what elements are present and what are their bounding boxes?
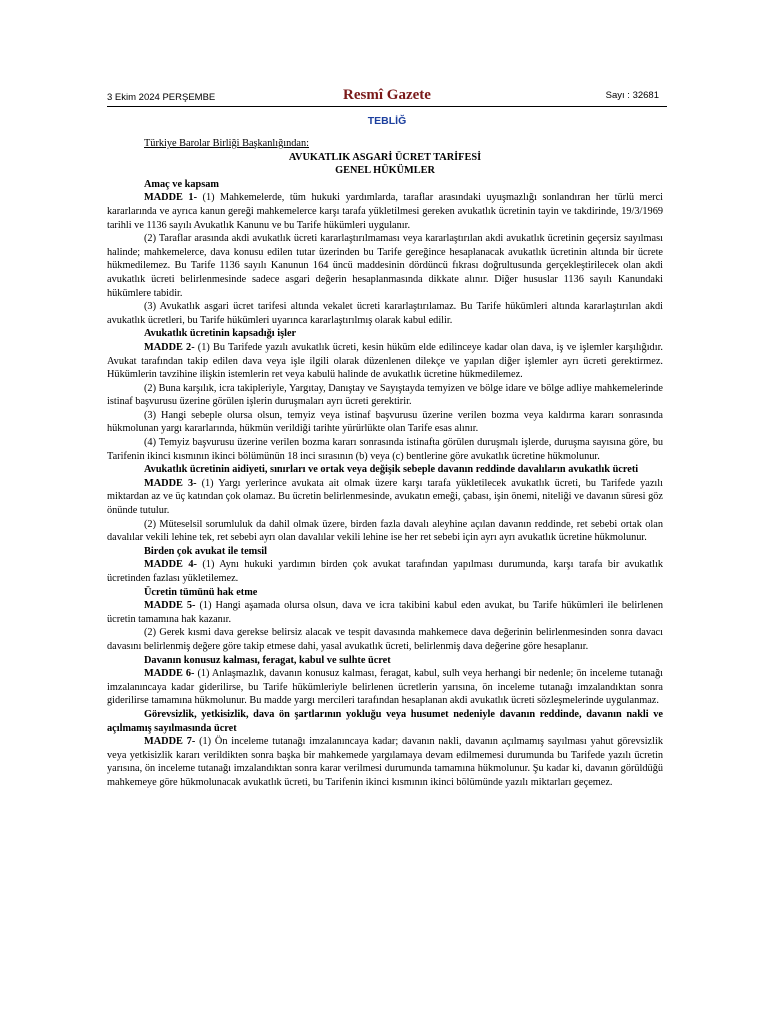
article-paragraph xyxy=(107,667,663,708)
issue-number: Sayı : 32681 xyxy=(605,90,659,101)
article-text: (1) Yargı yerlerince avukata ait olmak üzere karşı tarafa yükletilecek avukatlık ücreti, bu Tarifede yazılı miktardan az ve üç katından çok olamaz. Bu ücretin belirlenmesinde, avukatın emeği, çabası, işin önemi, niteliği ve davanın süresi göz önünde tutulur. xyxy=(107,477,664,517)
sections-container xyxy=(107,178,663,790)
document-body xyxy=(107,137,663,790)
article-label: MADDE 7- xyxy=(144,736,196,748)
section-heading: Amaç ve kapsam xyxy=(144,178,219,190)
article-text: (2) Buna karşılık, icra takipleriyle, Yargıtay, Danıştay ve Sayıştayda temyizen ve bölge idare ve bölge adliye mahkemelerinde istinaf başvurusu üzerine görülen işlerin duruşmaları ayrı ücreti gerektirir. xyxy=(107,382,663,408)
article-subparagraph xyxy=(107,436,663,463)
article-text: (1) Anlaşmazlık, davanın konusuz kalması, feragat, kabul, sulh veya herhangi bir nedenle; ön inceleme tutanağı imzalanıncaya kadar giderilirse, bu Tarife hükümleriyle belirlenen ücretlerin yarısına, ön inceleme tutanağı imzalandıktan sonra giderilirse tamamına hükmolunur. Bu madde yargı mercileri tarafından hesaplanan akdi avukatlık ücreti sözleşmelerinde uygulanmaz. xyxy=(107,668,664,707)
article-paragraph xyxy=(107,191,663,232)
article-text: (1) Bu Tarifede yazılı avukatlık ücreti, kesin hüküm elde edilinceye kadar olan dava, iş ve işlemler karşılığıdır. Avukat tarafından takip edilen dava veya işle ilgili olarak düzenlenen dilekçe ve yapılan diğer işlemler ayrı ücreti gerektirmez. Hükümlerin tavzihine ilişkin istemlerin ret veya kabulü halinde de avukatlık ücretine hükmedilemez. xyxy=(107,341,664,381)
gazette-header xyxy=(107,88,667,106)
article-text: (1) Mahkemelerde, tüm hukuki yardımlarda, taraflar arasındaki uyuşmazlığı sonlandıran her türlü merci kararlarında ve ayrıca kanun gereği mahkemelerce karşı tarafa yükletilmesi gereken avukatlık ücretinin tayin ve takdirinde, 19/3/1969 tarihli ve 1136 sayılı Avukatlık Kanunu ve bu Tarife hükümleri uygulanır. xyxy=(107,192,663,231)
section-heading: Ücretin tümünü hak etme xyxy=(144,586,258,598)
section-heading: Avukatlık ücretinin aidiyeti, sınırları ve ortak veya değişik sebeple davanın reddinde davalıların avukatlık ücreti xyxy=(144,464,639,476)
article-subparagraph xyxy=(107,232,663,300)
article-paragraph xyxy=(107,558,663,585)
article-label: MADDE 1- xyxy=(144,192,197,204)
issue-date: 3 Ekim 2024 PERŞEMBE xyxy=(107,92,216,103)
document-title: AVUKATLIK ASGARİ ÜCRET TARİFESİ xyxy=(288,151,482,163)
article-paragraph xyxy=(107,599,663,626)
section-label: TEBLİĞ xyxy=(367,115,407,127)
article-paragraph xyxy=(107,341,663,382)
section-heading: Avukatlık ücretinin kapsadığı işler xyxy=(144,328,297,340)
article-text: (3) Hangi sebeple olursa olsun, temyiz veya istinaf başvurusu üzerine verilen bozma veya kaldırma kararı sonrasında hükmolunan yargı kararlarında, hükmün verildiği tarihte yürürlükte olan Tarife esas alınır. xyxy=(107,409,663,435)
article-text: (4) Temyiz başvurusu üzerine verilen bozma kararı sonrasında istinafta görülen duruşmalı işlerde, duruşma sayısına göre, bu Tarifenin ikinci kısmının ikinci bölümünün 18 inci sırasının (b) veya (c) bentlerine göre avukatlık ücretine hükmolunur. xyxy=(107,437,663,462)
article-text: (3) Avukatlık asgari ücret tarifesi altında vekalet ücreti kararlaştırılamaz. Bu Tarife hükümleri altında kararlaştırılan akdi avukatlık ücretleri, bu Tarife hükümleri uyarınca kararlaştırılmış olarak kabul edilir. xyxy=(107,301,663,326)
article-label: MADDE 2- xyxy=(144,341,195,353)
article-text: (1) Aynı hukuki yardımın birden çok avukat tarafından yapılması durumunda, karşı tarafa bir avukatlık ücretinden fazlası yükletilemez. xyxy=(107,559,664,584)
article-text: (2) Müteselsil sorumluluk da dahil olmak üzere, birden fazla davalı aleyhine açılan davanın reddinde, ret sebebi ortak olan davalılar vekili lehine tek, ret sebebi ayrı olan davalılar vekili lehine ise her ret sebebi için ayrı ayrı avukatlık ücretine hükmolunur. xyxy=(107,518,663,544)
section-heading: Görevsizlik, yetkisizlik, dava ön şartlarının yokluğu veya husumet nedeniyle davanın reddinde, davanın nakli ve açılmamış sayılmasında ücret xyxy=(107,708,663,734)
article-paragraph xyxy=(107,735,663,789)
article-label: MADDE 3- xyxy=(144,477,197,489)
issuing-authority: Türkiye Barolar Birliği Başkanlığından: xyxy=(144,138,310,149)
article-text: (1) Hangi aşamada olursa olsun, dava ve icra takibini kabul eden avukat, bu Tarife hükümleri ile belirlenen ücretin tamamına hak kazanır. xyxy=(107,600,663,625)
article-subparagraph xyxy=(107,518,663,545)
article-subparagraph xyxy=(107,409,663,436)
article-text: (2) Gerek kısmi dava gerekse belirsiz alacak ve tespit davasında mahkemece dava değerinin belirlenmesinden sonra davacı davasını belirlenmiş değere göre takip etmese dahi, yasal avukatlık ücreti, belirlenmiş dava değerine göre hesaplanır. xyxy=(107,627,663,652)
article-label: MADDE 6- xyxy=(144,668,195,680)
article-label: MADDE 5- xyxy=(144,600,196,612)
article-subparagraph xyxy=(107,626,663,653)
article-text: (1) Ön inceleme tutanağı imzalanıncaya kadar; davanın nakli, davanın açılmamış sayılması yahut görevsizlik veya yetkisizlik kararı verildikten sonra başka bir mahkemede yargılamaya devam edilmemesi durumunda bu Tarifede yazılı ücretin yarısına, ön inceleme tutanağı imzalandıktan sonra karar verilmesi durumunda tamamına hükmolunur. Şu kadar ki, davanın görüldüğü mahkemeye göre hükmolunacak avukatlık ücreti, bu Tarifenin ikinci kısmının ikinci bölümünde yazılı miktarları geçemez. xyxy=(107,736,663,788)
section-heading: Birden çok avukat ile temsil xyxy=(144,545,267,557)
gazette-title: Resmî Gazete xyxy=(343,87,431,103)
article-paragraph xyxy=(107,477,663,518)
article-subparagraph xyxy=(107,382,663,409)
header-rule xyxy=(107,106,667,107)
document-subtitle: GENEL HÜKÜMLER xyxy=(335,165,435,177)
article-label: MADDE 4- xyxy=(144,559,197,571)
article-text: (2) Taraflar arasında akdi avukatlık ücreti kararlaştırılmaması veya kararlaştırılan akdi avukatlık ücretinin geçersiz sayılması halinde; mahkemelerce, dava konusu edilen tutar üzerinden bu Tarife gereğince hesaplanacak avukatlık ücretinin altında bir ücrete hükmedilemez. Bu Tarife 1136 sayılı Kanunun 164 üncü maddesinin dördüncü fıkrası doğrultusunda gerçekleştirilecek olan akdi avukatlık ücreti belirlenmesinde sadece asgari değerin hesaplanmasında dikkate alınır. Diğer hususlar 1136 sayılı Kanundaki hükümlere tabidir. xyxy=(107,233,663,299)
section-heading: Davanın konusuz kalması, feragat, kabul ve sulhte ücret xyxy=(144,654,391,666)
article-subparagraph xyxy=(107,300,663,327)
